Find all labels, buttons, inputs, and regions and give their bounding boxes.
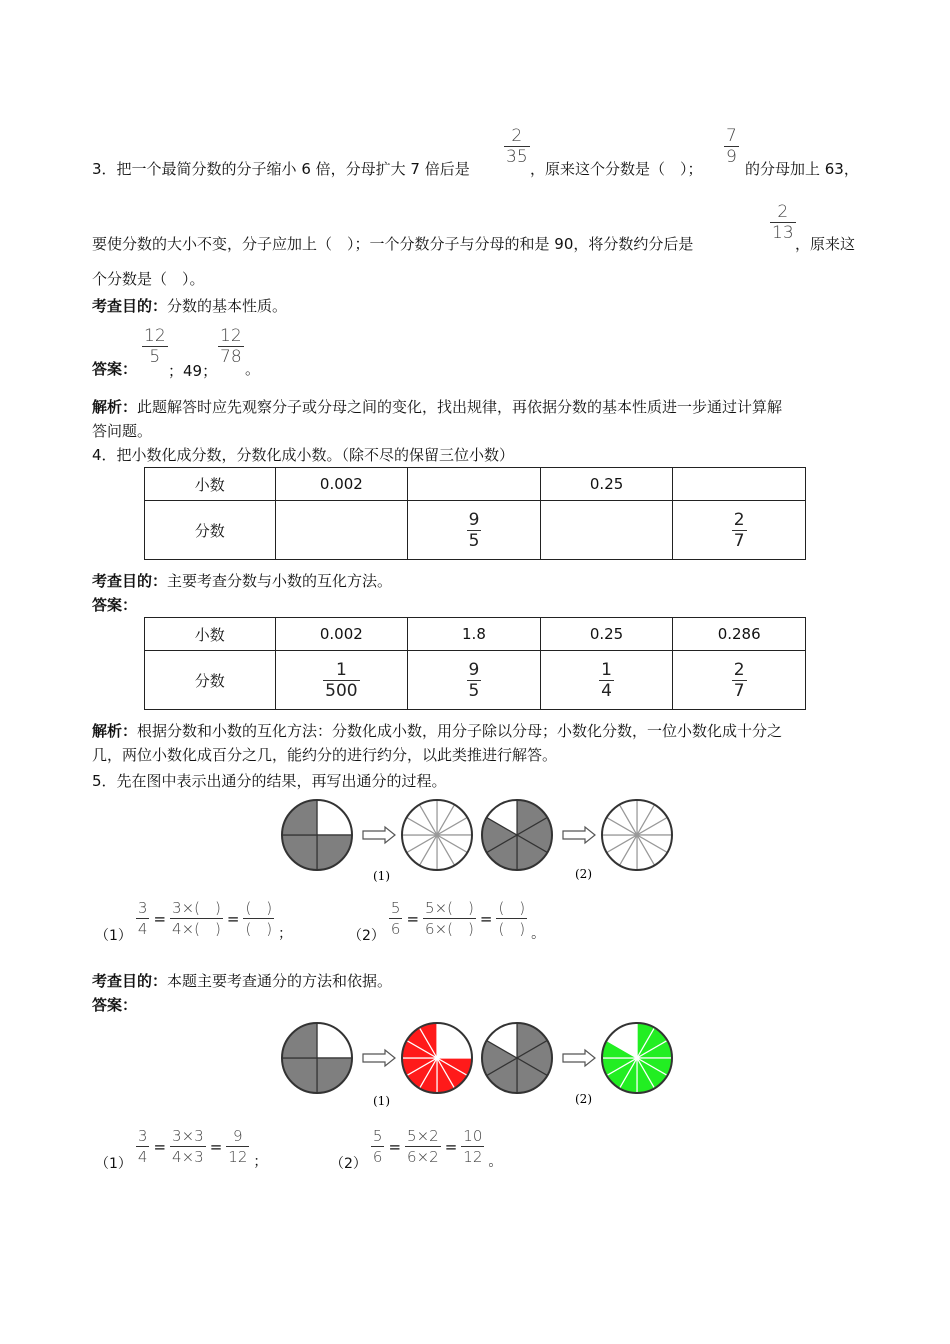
q4-cell-fraction [673,501,806,560]
q5-purpose-text: 本题主要考查通分的方法和依据。 [167,972,393,990]
equals-sign: = [406,909,420,928]
q4-cell-decimal: 0.25 [540,468,673,501]
fraction: $\frac{3\times 3}{4\times 3}$ [172,1127,204,1166]
q3-analysis-label: 解析： [92,398,138,416]
pie-10-of-12 [602,1023,672,1093]
q4-row-label-fraction: 分数 [145,501,276,560]
q5-fig-label-2: (2) [575,867,592,881]
q3-line2-a: 要使分数的大小不变，分子应加上（ ）；一个分数分子与分母的和是 90，将分数约分后是 [92,235,694,253]
q5-purpose-label: 考查目的： [92,972,168,990]
q4-answer-cell-decimal: 0.286 [673,618,806,651]
q4-answer-cell-fraction [408,651,541,710]
arrow-right-icon [563,1050,595,1066]
q4-cell-fraction [275,501,408,560]
arrow-right-icon [563,827,595,843]
pie-5-of-6 [482,1023,552,1093]
q4-answer-cell-decimal: 0.002 [275,618,408,651]
fraction: $\frac{1}{4}$ [601,659,612,701]
pie-12-empty [402,800,472,870]
q4-answer-row-label-decimal: 小数 [145,618,276,651]
q3-analysis-line2: 答问题。 [92,422,153,440]
q5-answer-label: 答案： [92,996,138,1014]
arrow-right-icon [363,1050,395,1066]
q4-answer-row-label-fraction: 分数 [145,651,276,710]
q3-answer-label: 答案： [92,360,138,378]
q3-purpose-label: 考查目的： [92,297,168,315]
q4-analysis-line2: 几，两位小数化成百分之几，能约分的进行约分，以此类推进行解答。 [92,746,558,764]
eq-end: 。 [531,925,546,942]
fraction: $\frac{2}{7}$ [733,659,745,701]
fraction: $\frac{9}{5}$ [468,659,480,701]
q4-cell-decimal [673,468,806,501]
q4-cell-fraction [540,501,673,560]
q5-answer-figure [275,1018,680,1113]
q4-purpose-text: 主要考查分数与小数的互化方法。 [167,572,393,590]
q5-answer-equation-1 [95,1126,268,1172]
q5-fig-label-1: (1) [373,869,390,883]
equals-sign: = [479,909,493,928]
eq-label: （2） [348,927,385,944]
pie-12-empty [602,800,672,870]
q4-cell-decimal: 0.002 [275,468,408,501]
equals-sign: = [226,909,240,928]
q5-answer-fig-label-1: (1) [373,1094,390,1108]
fraction: $\frac{( )}{( )}$ [245,899,273,938]
q4-answer-cell-decimal: 0.25 [540,618,673,651]
q4-answer-cell-decimal: 1.8 [408,618,541,651]
q3-answer-end: 。 [245,360,261,378]
q4-cell-fraction [408,501,541,560]
fraction: $\frac{3}{4}$ [137,1127,148,1166]
eq-label: （1） [95,927,132,944]
q3-line3: 个分数是（ ）。 [92,270,205,288]
q4-purpose-label: 考查目的： [92,572,168,590]
q4-purpose [92,570,392,591]
q3-answer-fraction-12-5: 12 5 [144,326,166,367]
q4-question-table [144,467,806,560]
fraction: $\frac{5}{6}$ [390,899,401,938]
q3-line1 [92,126,470,196]
q3-line1-c: 的分母加上 63， [745,160,859,178]
q5-answer-equation-2 [330,1126,503,1172]
q3-analysis-line1: 解析：此题解答时应先观察分子或分母之间的变化，找出规律，再依据分数的基本性质进一步通过计算解 [92,398,783,416]
equals-sign: = [153,909,167,928]
q4-answer-label: 答案： [92,596,138,614]
q5-equation-1 [95,898,293,944]
pie-5-of-6 [482,800,552,870]
q4-row-label-decimal: 小数 [145,468,276,501]
equals-sign: = [388,1137,402,1156]
eq-label: （2） [330,1155,367,1172]
q4-answer-cell-fraction [540,651,673,710]
q3-line1-a: 3．把一个最简分数的分子缩小 6 倍，分母扩大 7 倍后是 [92,160,470,178]
equals-sign: = [444,1137,458,1156]
eq-end: ； [253,1153,268,1170]
q3-fraction-2-13: 2 13 [772,202,794,243]
q5-purpose [92,970,392,991]
q4-answer-cell-fraction [275,651,408,710]
q4-analysis-line1: 解析：根据分数和小数的互化方法：分数化成小数，用分子除以分母；小数化分数，一位小数化成十分之 [92,722,783,740]
fraction: $\frac{10}{12}$ [463,1127,483,1166]
fraction: $\frac{9}{12}$ [228,1127,248,1166]
q5-answer-fig-label-2: (2) [575,1092,592,1106]
q3-purpose-text: 分数的基本性质。 [167,297,288,315]
q3-answer-mid: ；49； [168,362,218,380]
fraction: $\frac{1}{500}$ [325,659,358,701]
fraction: $\frac{5\times( )}{6\times( )}$ [425,899,474,938]
q4-answer-cell-fraction [673,651,806,710]
q3-purpose [92,295,287,316]
q4-cell-decimal [408,468,541,501]
fraction: $\frac{5}{6}$ [372,1127,383,1166]
pie-3-of-4 [282,1023,352,1093]
q4-analysis-label: 解析： [92,722,138,740]
pie-3-of-4 [282,800,352,870]
q5-question-figure [275,795,680,890]
arrow-right-icon [363,827,395,843]
q3-fraction-7-9: 7 9 [726,126,737,167]
fraction: $\frac{2}{7}$ [733,509,745,551]
q4-title: 4．把小数化成分数，分数化成小数。（除不尽的保留三位小数） [92,446,515,464]
q5-equation-2 [348,898,546,944]
q3-line2-b: ，原来这 [795,235,856,253]
q5-answer-circles [282,1023,672,1093]
q4-answer-table [144,617,806,710]
eq-end: 。 [488,1153,503,1170]
q3-line1-b: ，原来这个分数是（ ）； [530,160,703,178]
equals-sign: = [153,1137,167,1156]
fraction: $\frac{3}{4}$ [137,899,148,938]
eq-label: （1） [95,1155,132,1172]
eq-end: ； [278,925,293,942]
pie-9-of-12 [402,1023,472,1093]
q5-circles [282,800,672,870]
fraction: $\frac{5\times 2}{6\times 2}$ [407,1127,439,1166]
q3-answer-fraction-12-78: 12 78 [220,326,242,367]
fraction: $\frac{3\times( )}{4\times( )}$ [172,899,221,938]
q3-fraction-2-35: 2 35 [506,126,528,167]
q5-title: 5．先在图中表示出通分的结果，再写出通分的过程。 [92,772,447,790]
fraction: $\frac{( )}{( )}$ [498,899,526,938]
fraction: $\frac{9}{5}$ [468,509,480,551]
equals-sign: = [209,1137,223,1156]
